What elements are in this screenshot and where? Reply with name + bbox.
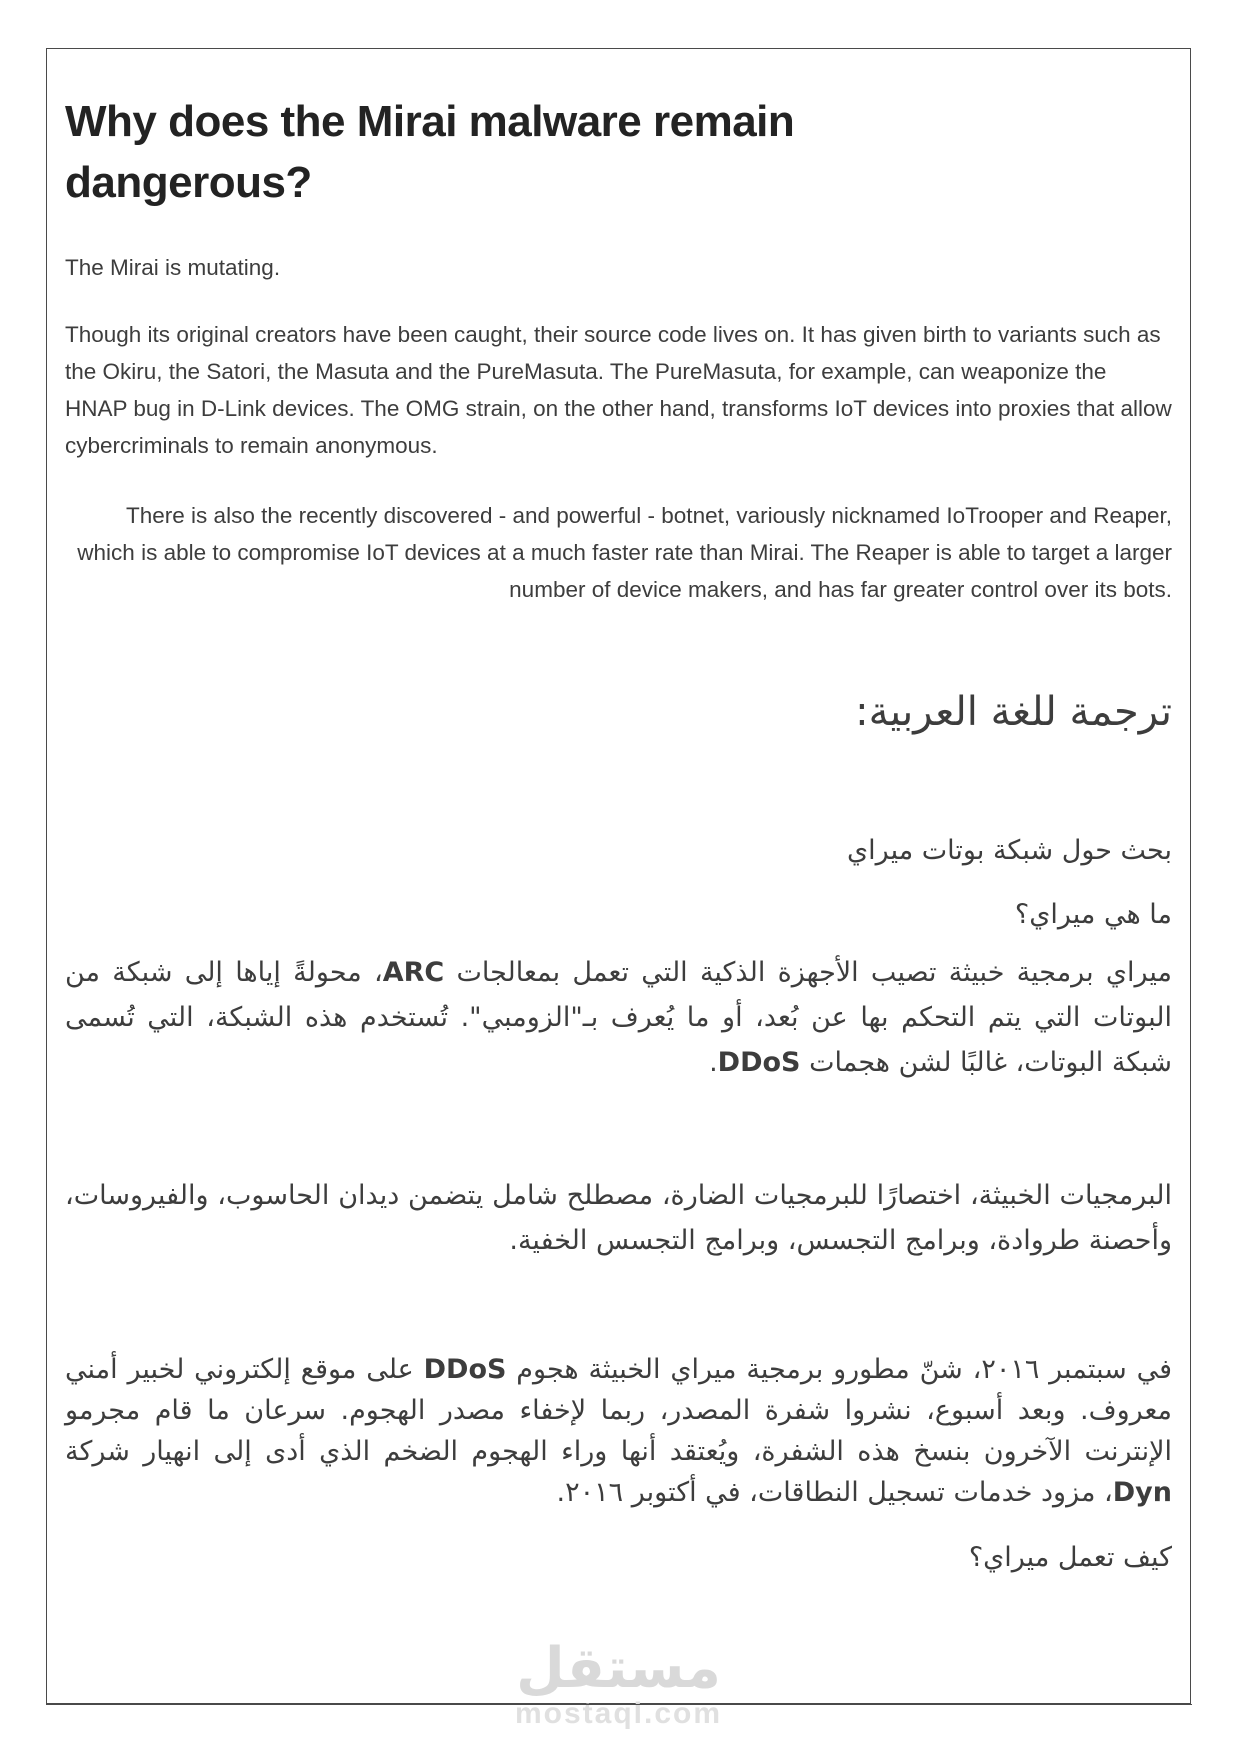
paragraph-mirai-mutating: The Mirai is mutating.	[65, 255, 281, 280]
document-page	[46, 48, 1191, 1730]
definition-text-2: ، محولةً إياها إلى شبكة من البوتات التي يتم التحكم بها عن بُعد، أو ما يُعرف بـ"الزومبي". تُستخدم هذه الشبكة، التي تُسمى شبكة البوتات، غالبًا لشن هجمات	[65, 957, 1172, 1078]
mostaql-domain-text: mostaql.com	[514, 1697, 723, 1730]
definition-text-1: ميراي برمجية خبيثة تصيب الأجهزة الذكية التي تعمل بمعالجات	[444, 957, 1172, 988]
mostaql-logo: مستقل	[516, 1636, 721, 1701]
dyn-bold-term: Dyn	[1112, 1477, 1172, 1508]
arabic-question-how-mirai-works: كيف تعمل ميراي؟	[968, 1542, 1172, 1573]
definition-text-3: .	[709, 1047, 718, 1078]
arabic-paragraph-attack-history	[65, 1349, 1172, 1513]
arabic-paragraph-malware-term: البرمجيات الخبيثة، اختصارًا للبرمجيات الضارة، مصطلح شامل يتضمن ديدان الحاسوب، والفيروسات، وأحصنة طروادة، وبرامج التجسس، وبرامج التجسس الخفية.	[65, 1180, 1172, 1256]
arc-bold-term: ARC	[382, 957, 445, 988]
paragraph-reaper-botnet: There is also the recently discovered - and powerful - botnet, variously nicknamed IoTrooper and Reaper, which is able to compromise IoT devices at a much faster rate than Mirai. The Reaper is able to target a larger number of device makers, and has far greater control over its bots.	[77, 503, 1172, 602]
mostaql-watermark	[514, 1636, 723, 1730]
arabic-question-what-is-mirai: ما هي ميراي؟	[1014, 899, 1172, 930]
ddos-bold-term: DDoS	[717, 1047, 801, 1078]
history-text-2: على موقع إلكتروني لخبير أمني معروف. وبعد أسبوع، نشروا شفرة المصدر، ربما لإخفاء مصدر الهجوم. سرعان ما قام مجرمو الإنترنت الآخرون بنسخ هذه الشفرة، ويُعتقد أنها وراء الهجوم الضخم الذي أدى إلى انهيار شركة	[65, 1354, 1172, 1467]
history-text-1: في سبتمبر ٢٠١٦، شنّ مطورو برمجية ميراي الخبيثة هجوم	[506, 1354, 1172, 1385]
history-text-3: ، مزود خدمات تسجيل النطاقات، في أكتوبر ٢٠١٦.	[556, 1477, 1113, 1508]
arabic-translation-heading: ترجمة للغة العربية:	[855, 689, 1172, 735]
arabic-subtitle: بحث حول شبكة بوتات ميراي	[847, 835, 1172, 866]
ddos-bold-term-2: DDoS	[423, 1354, 507, 1385]
page-title: Why does the Mirai malware remain dangerous?	[65, 97, 795, 207]
paragraph-mirai-variants: Though its original creators have been caught, their source code lives on. It has given birth to variants such as the Okiru, the Satori, the Masuta and the PureMasuta. The PureMasuta, for example, can weaponize the HNAP bug in D-Link devices. The OMG strain, on the other hand, transforms IoT devices into proxies that allow cybercriminals to remain anonymous.	[65, 322, 1172, 458]
arabic-paragraph-mirai-definition	[65, 950, 1172, 1085]
